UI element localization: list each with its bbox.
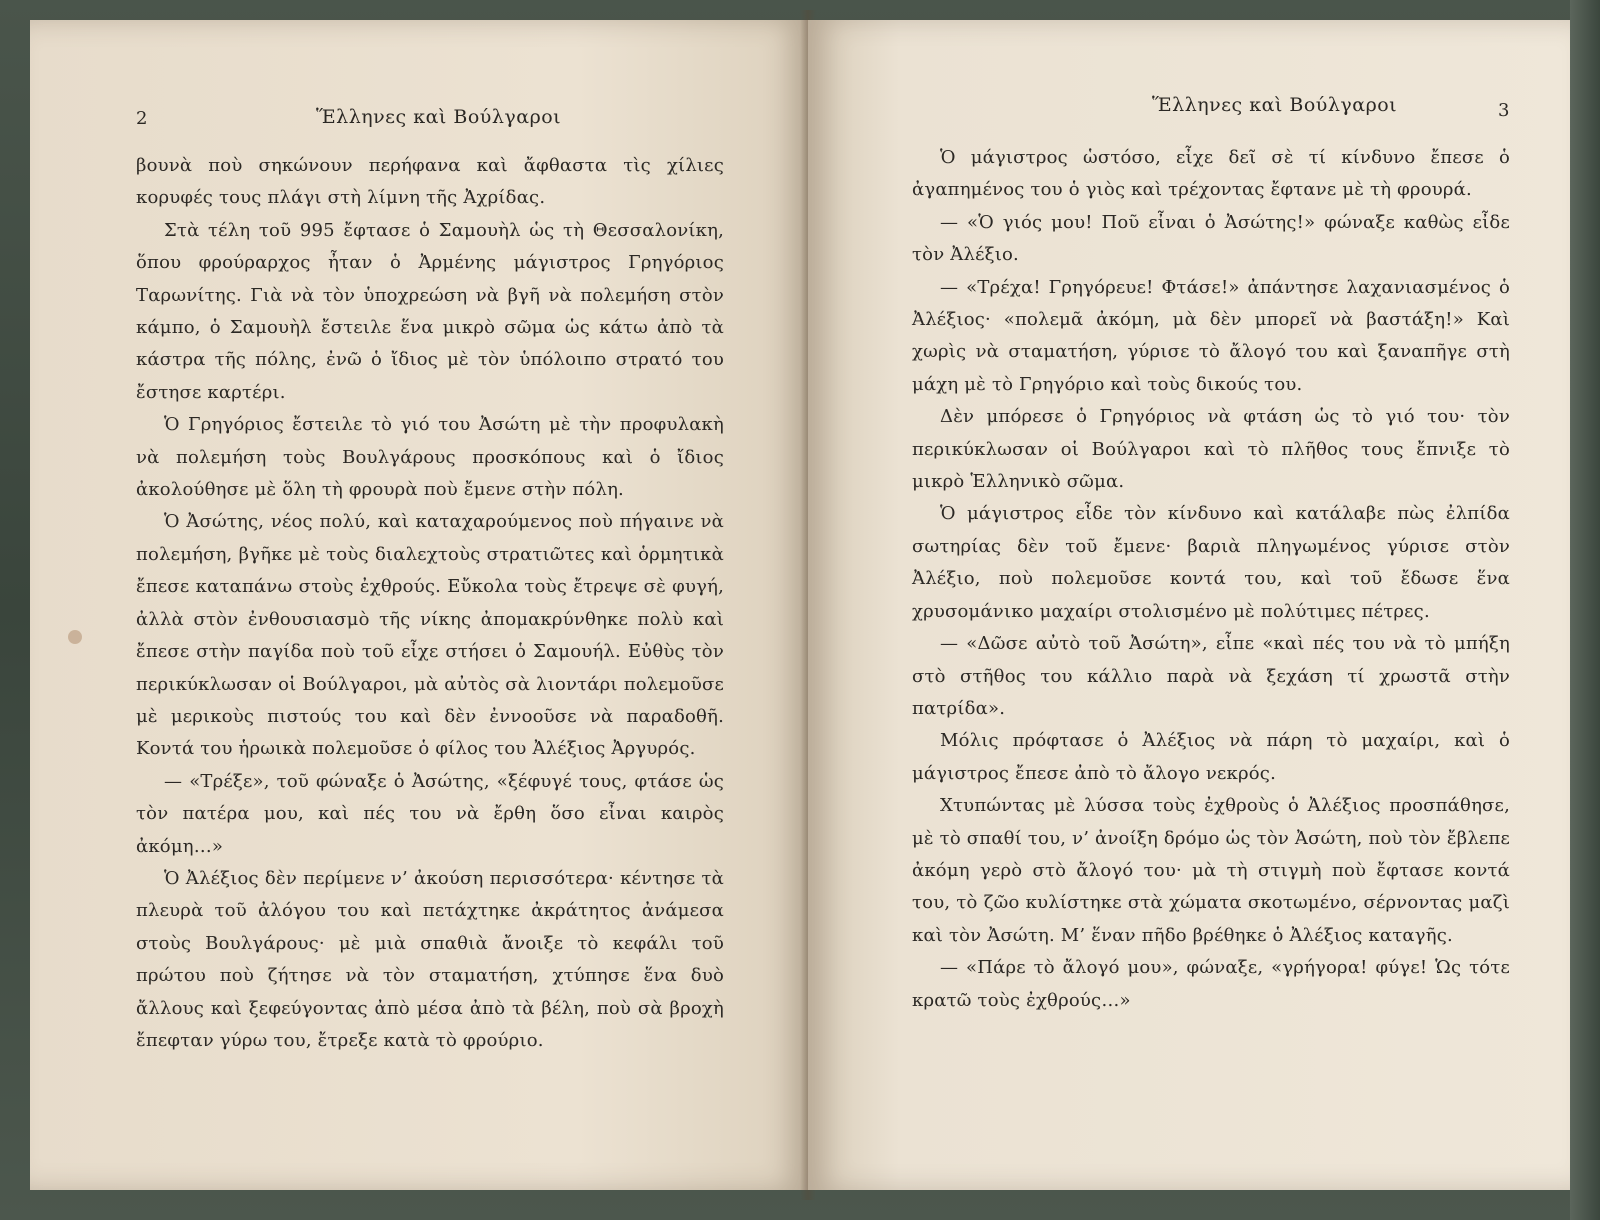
paragraph: Μόλις πρόφτασε ὁ Ἀλέξιος νὰ πάρη τὸ μαχαίρι, καὶ ὁ μάγιστρος ἔπεσε ἀπὸ τὸ ἄλογο νεκρός. [912, 730, 1510, 784]
paragraph: Ὁ Ἀλέξιος δὲν περίμενε ν’ ἀκούση περισσότερα· κέντησε τὰ πλευρὰ τοῦ ἀλόγου του καὶ πετάχτηκε ἀκράτητος ἀνάμεσα στοὺς Βουλγάρους· μὲ μιὰ σπαθιὰ ἄνοιξε τὸ κεφάλι τοῦ πρώτου ποὺ ζήτησε νὰ τὸν σταματήση, χτύπησε ἕνα δυὸ ἄλλους καὶ ξεφεύγοντας ἀπὸ μέσα ἀπὸ τὰ βέλη, ποὺ σὰ βροχὴ ἔπεφταν γύρω του, ἔτρεξε κατὰ τὸ φρούριο. [136, 867, 724, 1051]
paragraph: — «Τρέχα! Γρηγόρευε! Φτάσε!» ἀπάντησε λαχανιασμένος ὁ Ἀλέξιος· «πολεμᾶ ἀκόμη, μὰ δὲν μπορεῖ νὰ βαστάξη!» Καὶ χωρὶς νὰ σταματήση, γύρισε τὸ ἄλογό του καὶ ξαναπῆγε στὴ μάχη μὲ τὸ Γρηγόριο καὶ τοὺς δικούς του. [912, 276, 1510, 395]
page-number: 3 [1498, 100, 1510, 121]
paragraph: βουνὰ ποὺ σηκώνουν περήφανα καὶ ἄφθαστα τὶς χίλιες κορυφές τους πλάγι στὴ λίμνη τῆς Ἀχρίδας. [136, 155, 724, 209]
paper-stain [68, 630, 82, 644]
paragraph: Ὁ μάγιστρος ὡστόσο, εἶχε δεῖ σὲ τί κίνδυνο ἔπεσε ὁ ἀγαπημένος του ὁ γιὸς καὶ τρέχοντας ἔφτανε μὲ τὴ φρουρά. [912, 147, 1510, 201]
left-page-header [136, 100, 724, 136]
running-title: Ἕλληνες καὶ Βούλγαροι [1152, 94, 1398, 116]
paragraph: — «Ὁ γιός μου! Ποῦ εἶναι ὁ Ἀσώτης!» φώναξε καθὼς εἶδε τὸν Ἀλέξιο. [912, 211, 1510, 266]
running-title: Ἕλληνες καὶ Βούλγαροι [316, 106, 562, 128]
paragraph: Ὁ Ἀσώτης, νέος πολύ, καὶ καταχαρούμενος ποὺ πήγαινε νὰ πολεμήση, βγῆκε μὲ τοὺς διαλεχτοὺς στρατιῶτες καὶ ὁρμητικὰ ἔπεσε καταπάνω στοὺς ἐχθρούς. Εὔκολα τοὺς ἔτρεψε σὲ φυγή, ἀλλὰ στὸν ἐνθουσιασμὸ τῆς νίκης ἀπομακρύνθηκε πολὺ καὶ ἔπεσε στὴν παγίδα ποὺ τοῦ εἶχε στήσει ὁ Σαμουήλ. Εὐθὺς τὸν περικύκλωσαν οἱ Βούλγαροι, μὰ αὐτὸς σὰ λιοντάρι πολεμοῦσε μὲ μερικοὺς πιστούς του καὶ δὲν ἐννοοῦσε νὰ παραδοθῆ. Κοντά του ἡρωικὰ πολεμοῦσε ὁ φίλος του Ἀλέξιος Ἀργυρός. [136, 511, 724, 760]
paragraph: — «Πάρε τὸ ἄλογό μου», φώναξε, «γρήγορα! φύγε! Ὡς τότε κρατῶ τοὺς ἐχθρούς…» [912, 957, 1510, 1011]
right-page [808, 20, 1570, 1190]
page-number: 2 [136, 108, 148, 129]
right-page-header [912, 92, 1510, 128]
paragraph: Δὲν μπόρεσε ὁ Γρηγόριος νὰ φτάση ὡς τὸ γιό του· τὸν περικύκλωσαν οἱ Βούλγαροι καὶ τὸ πλῆθος τους ἔπνιξε τὸ μικρὸ Ἑλληνικὸ σῶμα. [912, 406, 1510, 493]
paragraph: Στὰ τέλη τοῦ 995 ἔφτασε ὁ Σαμουὴλ ὡς τὴ Θεσσαλονίκη, ὅπου φρούραρχος ἦταν ὁ Ἀρμένης μάγιστρος Γρηγόριος Ταρωνίτης. Γιὰ νὰ τὸν ὑποχρεώση νὰ βγῆ νὰ πολεμήση στὸν κάμπο, ὁ Σαμουὴλ ἔστειλε ἕνα μικρὸ σῶμα ὡς κάτω ἀπὸ τὰ κάστρα τῆς πόλης, ἐνῶ ὁ ἴδιος μὲ τὸν ὑπόλοιπο στρατό του ἔστησε καρτέρι. [136, 219, 724, 403]
right-page-text [912, 142, 1510, 1017]
left-page [30, 20, 808, 1190]
left-page-text [136, 150, 724, 1057]
paragraph: — «Τρέξε», τοῦ φώναξε ὁ Ἀσώτης, «ξέφυγέ τους, φτάσε ὡς τὸν πατέρα μου, καὶ πές του νὰ ἔρθη ὅσο εἶναι καιρὸς ἀκόμη…» [136, 770, 724, 857]
paragraph: Χτυπώντας μὲ λύσσα τοὺς ἐχθροὺς ὁ Ἀλέξιος προσπάθησε, μὲ τὸ σπαθί του, ν’ ἀνοίξη δρόμο ὡς τὸν Ἀσώτη, ποὺ τὸν ἔβλεπε ἀκόμη γερὸ στὸ ἄλογό του· μὰ τὴ στιγμὴ ποὺ ἔφτασε κοντά του, τὸ ζῶο κυλίστηκε στὰ χώματα σκοτωμένο, σέρνοντας μαζὶ καὶ τὸν Ἀσώτη. Μ’ ἕναν πῆδο βρέθηκε ὁ Ἀλέξιος καταγῆς. [912, 795, 1511, 946]
paragraph: Ὁ Γρηγόριος ἔστειλε τὸ γιό του Ἀσώτη μὲ τὴν προφυλακὴ νὰ πολεμήση τοὺς Βουλγάρους προσκόπους καὶ ὁ ἴδιος ἀκολούθησε μὲ ὅλη τὴ φρουρὰ ποὺ ἔμενε στὴν πόλη. [136, 414, 724, 501]
paragraph: — «Δῶσε αὐτὸ τοῦ Ἀσώτη», εἶπε «καὶ πές του νὰ τὸ μπήξη στὸ στῆθος του κάλλιο παρὰ νὰ ξεχάση τί χρωστᾶ στὴν πατρίδα». [912, 633, 1510, 719]
paragraph: Ὁ μάγιστρος εἶδε τὸν κίνδυνο καὶ κατάλαβε πὼς ἐλπίδα σωτηρίας δὲν τοῦ ἔμενε· βαριὰ πληγωμένος γύρισε στὸν Ἀλέξιο, ποὺ πολεμοῦσε κοντά του, καὶ τοῦ ἔδωσε ἕνα χρυσομάνικο μαχαίρι στολισμένο μὲ πολύτιμες πέτρες. [912, 503, 1510, 622]
book-cover-edge [1570, 0, 1600, 1220]
